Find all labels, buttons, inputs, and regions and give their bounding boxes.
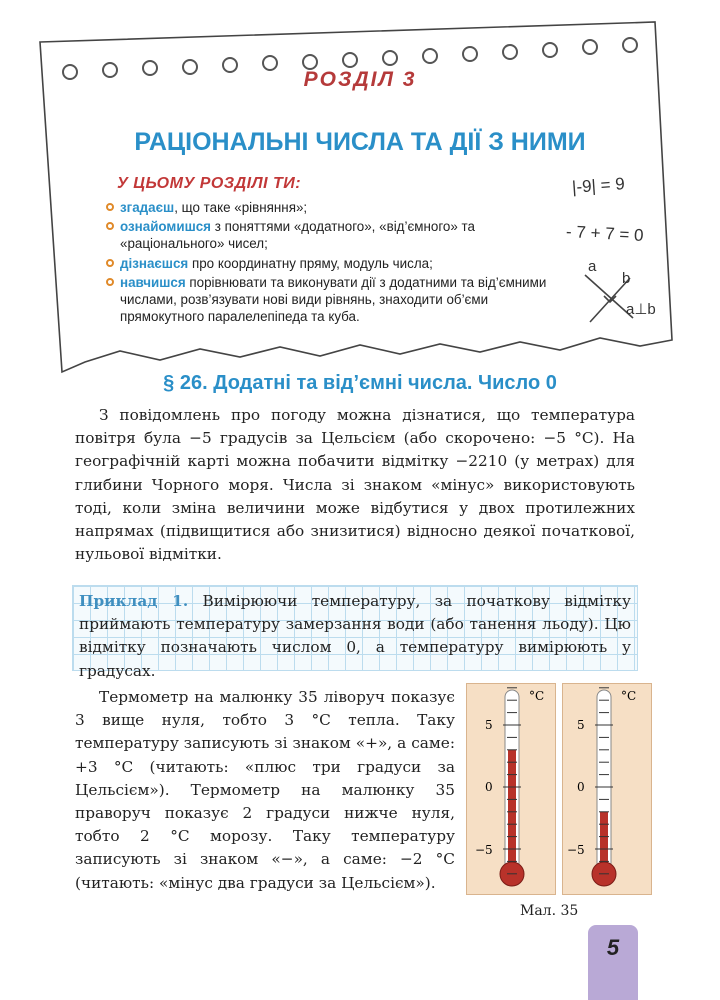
scale-label-5: 5 xyxy=(577,718,585,732)
thermometer-right xyxy=(562,683,652,895)
chapter-label: РОЗДІЛ 3 xyxy=(303,68,417,91)
unit-label: °С xyxy=(621,689,637,703)
goal-keyword: дізнаєшся xyxy=(120,255,189,271)
chapter-intro: У ЦЬОМУ РОЗДІЛІ ТИ: xyxy=(117,175,302,192)
goal-text: про координатну пряму, модуль числа; xyxy=(188,255,433,271)
math-note-a: a xyxy=(588,258,597,275)
mercury-column xyxy=(508,750,516,876)
example-body: Вимірюючи температуру, за початкову відмітку приймають температуру замерзання води (або танення льоду). Цю відмітку позначають числом 0, а температуру вимірюють у градусах. xyxy=(79,592,631,680)
thermometer-right-graphic xyxy=(563,684,653,896)
bullet-icon xyxy=(106,278,114,286)
example-box xyxy=(72,585,638,680)
goal-text: порівнювати та виконувати дії з додатними та від’ємними числами, розв’язувати нові види рівнянь, знаходити об’єми прямокутного паралелепіпеда та куба. xyxy=(120,274,547,325)
goal-keyword: навчишся xyxy=(120,274,186,290)
bullet-icon xyxy=(106,259,114,267)
bullet-icon xyxy=(106,203,114,211)
unit-label: °С xyxy=(529,689,545,703)
goal-item xyxy=(106,218,566,252)
scale-label-minus5: −5 xyxy=(475,843,493,857)
goal-text: , що таке «рівняння»; xyxy=(174,200,308,215)
chapter-title: РАЦІОНАЛЬНІ ЧИСЛА ТА ДІЇ З НИМИ xyxy=(134,128,586,156)
goal-item xyxy=(106,255,566,272)
math-note-sum: - 7 + 7 = 0 xyxy=(565,221,644,246)
chapter-goals-list xyxy=(106,199,566,327)
scale-label-minus5: −5 xyxy=(567,843,585,857)
thermometer-left xyxy=(466,683,556,895)
figure-caption: Мал. 35 xyxy=(520,903,579,919)
thermometer-paragraph: Термометр на малюнку 35 ліворуч показує 3 вище нуля, тобто 3 °С тепла. Таку температуру записують зі знаком «+», а саме: +3 °С (читають: «плюс три градуси за Цельсієм»). Термометр на малюнку 35 праворуч показує 2 градуси нижче нуля, тобто 2 °С морозу. Таку температуру записують зі знаком «−», а саме: −2 °С (читають: «мінус два градуси за Цельсієм»). xyxy=(75,688,455,892)
math-note-modulus: |-9| = 9 xyxy=(571,174,626,197)
scale-label-0: 0 xyxy=(577,780,585,794)
goal-item xyxy=(106,199,566,216)
thermometer-left-graphic xyxy=(467,684,557,896)
goal-keyword: згадаєш xyxy=(120,200,175,215)
section-title: § 26. Додатні та від’ємні числа. Число 0 xyxy=(163,372,557,394)
goal-text: з поняттями «додатного», «від’ємного» та «раціонального» чисел; xyxy=(120,219,475,252)
example-label: Приклад 1. xyxy=(79,592,189,610)
page-number-tab xyxy=(588,925,638,1000)
bullet-icon xyxy=(106,222,114,230)
goal-keyword: ознайомишся xyxy=(120,219,211,235)
goal-item xyxy=(106,274,566,326)
page-number: 5 xyxy=(606,935,620,960)
math-note-b: b xyxy=(622,270,631,287)
scale-label-5: 5 xyxy=(485,718,493,732)
example-text xyxy=(79,590,631,683)
intro-paragraph: З повідомлень про погоду можна дізнатися, що температура повітря була −5 градусів за Цельсієм (або скорочено: −5 °С). На географічній карті можна побачити відмітку −2210 (у метрах) для глибини Чорного моря. Числа зі знаком «мінус» використовують тоді, коли зміна величини може відбутися у двох протилежних напрямах (підвищитися або знизитися) відносно деякої початкової, нульової відмітки. xyxy=(75,406,635,564)
scale-label-0: 0 xyxy=(485,780,493,794)
math-note-perp: a⊥b xyxy=(626,301,656,318)
